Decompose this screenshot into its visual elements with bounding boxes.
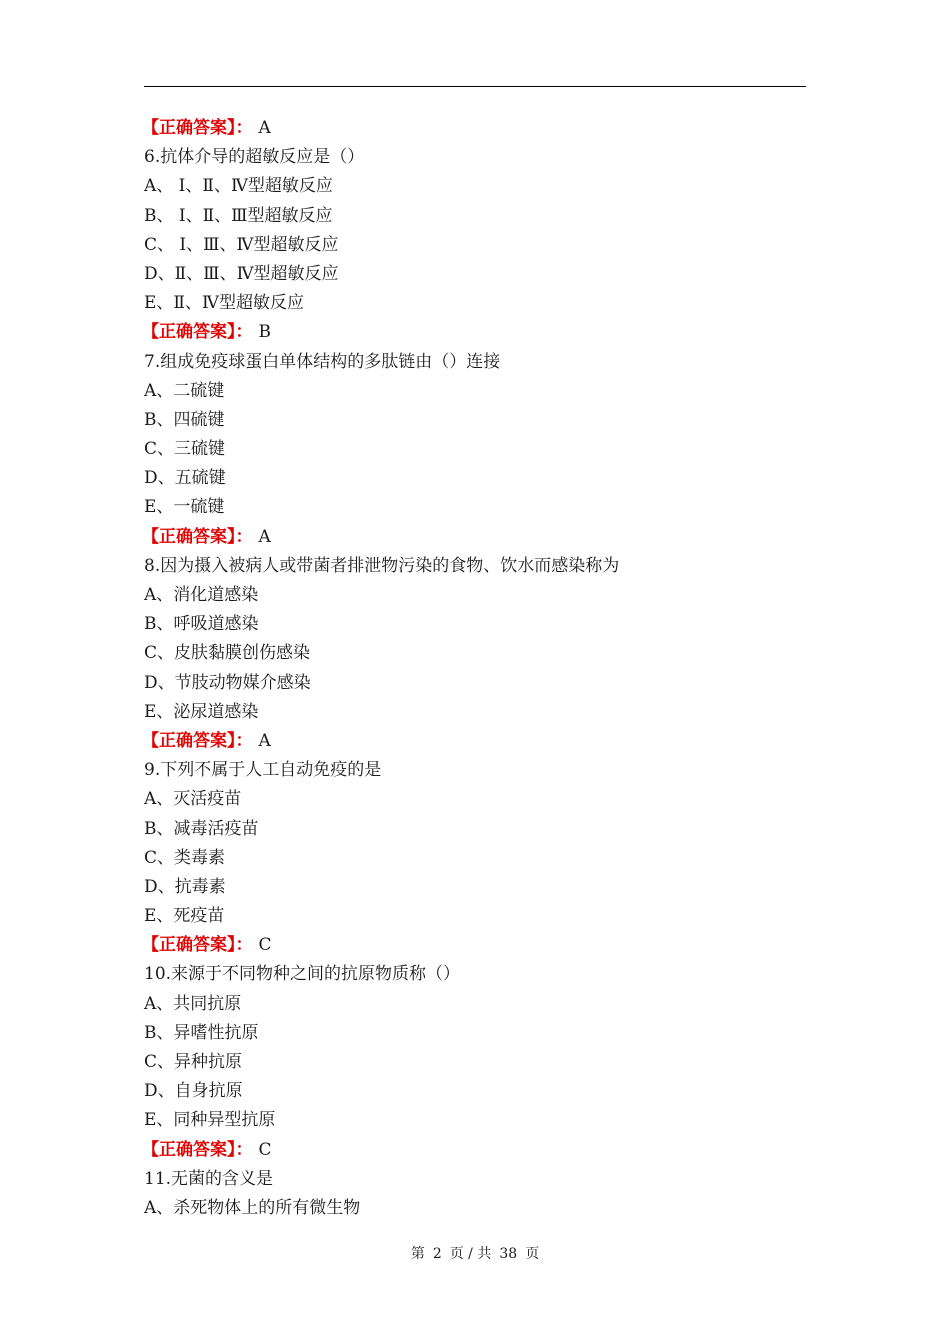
footer-total-pages: 38 [499, 1246, 518, 1262]
answer-option: A、二硫键 [144, 380, 225, 401]
correct-answer-value: A [258, 118, 271, 138]
answer-option: C、 Ⅰ、Ⅲ、Ⅳ型超敏反应 [144, 234, 339, 255]
answer-option: B、减毒活疫苗 [144, 818, 259, 839]
question-text: 11.无菌的含义是 [144, 1168, 274, 1189]
answer-option: C、类毒素 [144, 847, 226, 868]
correct-answer-label: 【正确答案】 [142, 935, 236, 956]
answer-option: A、消化道感染 [144, 585, 259, 605]
correct-answer-label: 【正确答案】 [142, 526, 236, 547]
correct-answer-label: 【正确答案】 [142, 322, 236, 343]
correct-answer-separator: ： [235, 730, 253, 751]
correct-answer-value: C [258, 1139, 272, 1160]
correct-answer-label: 【正确答案】 [142, 1139, 236, 1160]
answer-option: C、三硫键 [144, 439, 226, 460]
answer-option: D、自身抗原 [144, 1081, 243, 1102]
correct-answer-line [144, 727, 806, 756]
answer-option: D、Ⅱ、Ⅲ、Ⅳ型超敏反应 [144, 263, 339, 284]
correct-answer-line [144, 1136, 806, 1165]
correct-answer-separator: ： [235, 1139, 253, 1160]
answer-option: E、一硫键 [144, 497, 225, 518]
footer-middle: 页 / 共 [449, 1246, 492, 1262]
footer-page-number: 2 [432, 1246, 442, 1262]
answer-option: E、同种异型抗原 [144, 1110, 276, 1131]
correct-answer-value: A [258, 526, 271, 547]
answer-option: E、泌尿道感染 [144, 701, 259, 722]
answer-option: A、灭活疫苗 [144, 789, 242, 810]
correct-answer-separator: ： [235, 118, 253, 138]
page-footer [0, 1244, 950, 1264]
answer-option: D、抗毒素 [144, 876, 226, 897]
answer-option: B、 Ⅰ、Ⅱ、Ⅲ型超敏反应 [144, 205, 333, 226]
question-text: 7.组成免疫球蛋白单体结构的多肽链由（）连接 [144, 351, 501, 372]
correct-answer-value: A [258, 730, 271, 751]
correct-answer-value: C [258, 935, 272, 956]
correct-answer-label: 【正确答案】 [142, 118, 236, 138]
footer-suffix: 页 [525, 1246, 540, 1262]
answer-option: E、Ⅱ、Ⅳ型超敏反应 [144, 293, 304, 314]
answer-option: C、异种抗原 [144, 1052, 243, 1072]
correct-answer-line [144, 114, 806, 143]
answer-option: A、杀死物体上的所有微生物 [144, 1197, 361, 1218]
correct-answer-value: B [258, 322, 271, 343]
document-body [144, 114, 806, 1223]
correct-answer-separator: ： [235, 526, 253, 547]
question-text: 9.下列不属于人工自动免疫的是 [144, 760, 382, 781]
correct-answer-separator: ： [235, 322, 253, 343]
answer-option: D、节肢动物媒介感染 [144, 672, 311, 693]
correct-answer-line [144, 931, 806, 960]
question-text: 10.来源于不同物种之间的抗原物质称（） [144, 964, 461, 985]
answer-option: B、呼吸道感染 [144, 614, 259, 635]
question-text: 6.抗体介导的超敏反应是（） [144, 147, 365, 168]
correct-answer-label: 【正确答案】 [142, 730, 236, 751]
correct-answer-separator: ： [235, 935, 253, 956]
answer-option: B、四硫键 [144, 409, 225, 430]
footer-prefix: 第 [410, 1246, 425, 1262]
answer-option: A、共同抗原 [144, 993, 242, 1014]
answer-option: A、 Ⅰ、Ⅱ、Ⅳ型超敏反应 [144, 176, 333, 197]
correct-answer-line [144, 523, 806, 552]
question-text: 8.因为摄入被病人或带菌者排泄物污染的食物、饮水而感染称为 [144, 555, 620, 576]
answer-option: B、异嗜性抗原 [144, 1022, 259, 1043]
answer-option: E、死疫苗 [144, 906, 225, 927]
answer-option: C、皮肤黏膜创伤感染 [144, 643, 311, 664]
correct-answer-line [144, 318, 806, 347]
header-rule [144, 86, 806, 87]
answer-option: D、五硫键 [144, 468, 226, 489]
